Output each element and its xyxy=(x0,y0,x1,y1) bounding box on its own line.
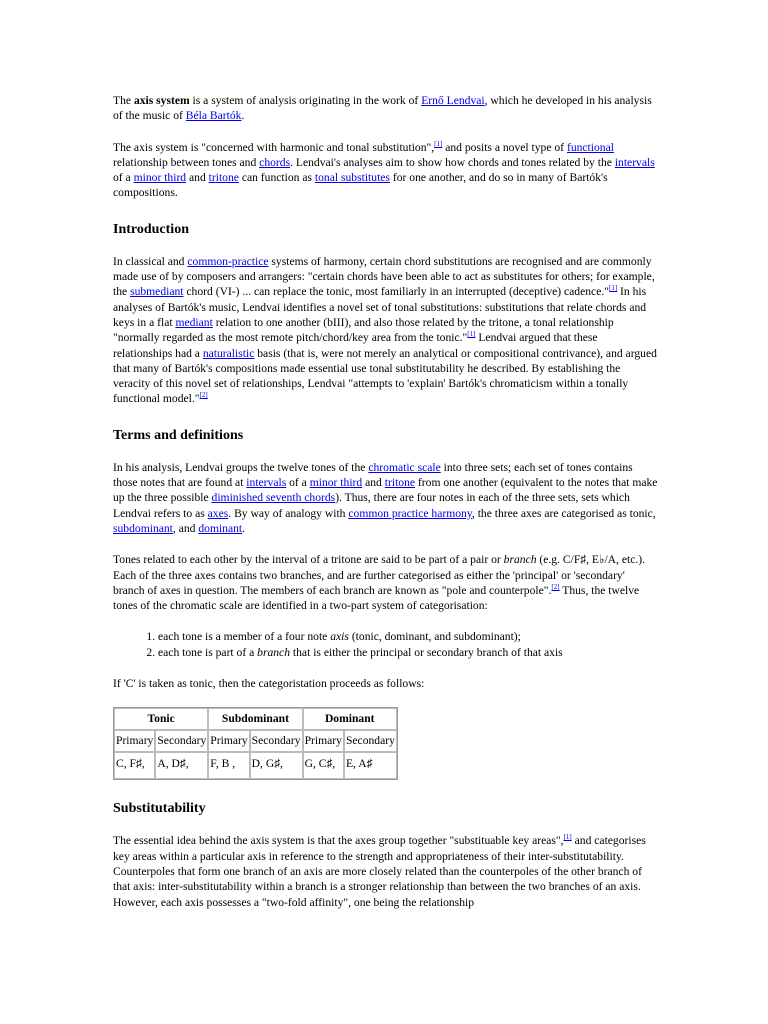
text: of a xyxy=(286,476,310,490)
article-body xyxy=(113,93,658,926)
subheader-secondary: Secondary xyxy=(155,730,208,752)
link-naturalistic[interactable]: naturalistic xyxy=(202,346,255,360)
link-common-practice[interactable]: common-practice xyxy=(187,254,269,268)
link-functional[interactable]: functional xyxy=(566,140,614,154)
header-subdominant: Subdominant xyxy=(208,708,302,730)
link-tritone[interactable]: tritone xyxy=(208,171,239,185)
text: each tone is a member of a four note xyxy=(158,630,331,644)
text: Tones related to each other by the interval of a tritone are said to be part of a pair or xyxy=(113,553,504,567)
link-mediant[interactable]: mediant xyxy=(175,315,213,329)
reference-link[interactable]: [2] xyxy=(551,582,560,591)
link-chords[interactable]: chords xyxy=(259,155,291,169)
link-diminished-seventh-chords[interactable]: diminished seventh chords xyxy=(211,491,336,505)
text: . xyxy=(241,109,245,123)
reference-link[interactable]: [1] xyxy=(434,139,443,148)
link-erno-lendvai[interactable]: Ernő Lendvai xyxy=(421,94,485,107)
link-subdominant[interactable]: subdominant xyxy=(113,521,173,535)
table-row xyxy=(114,752,397,779)
text: each tone is part of a xyxy=(158,645,258,659)
text: The axis system is "concerned with harmonic and tonal substitution", xyxy=(113,140,435,154)
categorisation-list xyxy=(113,629,658,660)
text: into three sets; each set of tones contains those notes that are found at xyxy=(113,460,633,490)
text: ). Thus, there are four notes in each of the three sets, sets which Lendvai refers to as xyxy=(113,491,630,520)
subheader-primary: Primary xyxy=(114,730,155,752)
introduction-paragraph xyxy=(113,254,658,407)
text: and xyxy=(186,171,209,185)
link-dominant[interactable]: dominant xyxy=(198,521,243,535)
cell-tonic-secondary: A, D♯, xyxy=(155,752,208,779)
text: , which he developed in his analysis of the music of xyxy=(113,94,652,123)
lead-paragraph xyxy=(113,93,658,124)
text: relationship between tones and xyxy=(113,155,260,169)
text: for one another, and do so in many of Bartók's compositions. xyxy=(113,171,608,200)
text: . By way of analogy with xyxy=(228,506,349,520)
text: . xyxy=(242,521,246,535)
list-item xyxy=(158,645,658,660)
text: and posits a novel type of xyxy=(442,140,567,154)
text: The essential idea behind the axis system is that the axes group together "substituable key areas", xyxy=(113,834,564,848)
bold-term-axis-system: axis system xyxy=(133,94,190,107)
text: The xyxy=(113,94,134,107)
italic-term-branch: branch xyxy=(503,553,537,567)
header-dominant: Dominant xyxy=(303,708,397,730)
text: . Lendvai's analyses aim to show how chords and tones related by the xyxy=(290,155,615,169)
link-tritone[interactable]: tritone xyxy=(384,476,416,490)
link-axes[interactable]: axes xyxy=(207,506,229,520)
heading-terms-and-definitions: Terms and definitions xyxy=(113,427,244,443)
link-minor-third[interactable]: minor third xyxy=(309,476,363,490)
link-intervals[interactable]: intervals xyxy=(614,155,655,169)
substitutability-paragraph xyxy=(113,833,658,909)
text: In his analyses of Bartók's music, Lendvai identifies a novel set of tonal substitutions: substitutions that relate chords and keys in a flat xyxy=(113,285,647,329)
subheader-secondary: Secondary xyxy=(344,730,397,752)
text: , the three axes are categorised as tonic, xyxy=(471,506,656,520)
link-tonal-substitutes[interactable]: tonal substitutes xyxy=(314,171,390,185)
heading-substitutability: Substitutability xyxy=(113,801,206,817)
link-common-practice-harmony[interactable]: common practice harmony xyxy=(348,506,472,520)
reference-link[interactable]: [1] xyxy=(467,330,476,339)
second-paragraph xyxy=(113,140,658,201)
link-chromatic-scale[interactable]: chromatic scale xyxy=(368,460,441,474)
text: of a xyxy=(113,171,134,185)
text: In classical and xyxy=(113,254,188,268)
cell-subdominant-secondary: D, G♯, xyxy=(250,752,303,779)
link-minor-third[interactable]: minor third xyxy=(133,171,187,185)
text: is a system of analysis originating in the work of xyxy=(189,94,422,107)
italic-term-branch: branch xyxy=(257,645,291,659)
list-item xyxy=(158,629,658,644)
italic-term-axis: axis xyxy=(330,630,349,644)
link-submediant[interactable]: submediant xyxy=(130,285,184,299)
text: In his analysis, Lendvai groups the twelve tones of the xyxy=(113,460,369,474)
text: basis (that is, were not merely an analytical or compositional contrivance), and argued that many of Bartók's compositions made essential use tonal substitutability he described. By establishing the veracity of this novel set of relationships, Lendvai "attempts to 'explain' Bartók's chromaticism within a tonally functional model." xyxy=(113,346,657,406)
cell-dominant-secondary: E, A♯ xyxy=(344,752,397,779)
link-intervals[interactable]: intervals xyxy=(246,476,287,490)
reference-link[interactable]: [2] xyxy=(199,391,208,400)
terms-paragraph-1 xyxy=(113,460,658,536)
link-bela-bartok[interactable]: Béla Bartók xyxy=(185,109,242,123)
reference-link[interactable]: [1] xyxy=(563,833,572,842)
text: (e.g. C/F♯, E♭/A, etc.). Each of the three axes contains two branches, and are further categorised as either the 'principal' or 'secondary' branch of axes in question. The members of each branch are known as "pole and counterpole". xyxy=(113,553,646,597)
text: Thus, the twelve tones of the chromatic scale are identified in a two-part system of categorisation: xyxy=(113,583,640,613)
table-header-row xyxy=(114,708,397,730)
reference-link[interactable]: [1] xyxy=(608,284,618,293)
cell-subdominant-primary: F, B , xyxy=(208,752,249,779)
text: relation to one another (bIII), and also those related by the tritone, a tonal relationship "normally regarded as the most remote pitch/chord/key area from the tonic." xyxy=(113,315,614,345)
cell-tonic-primary: C, F♯, xyxy=(114,752,155,779)
table-subheader-row xyxy=(114,730,397,752)
text: , and xyxy=(172,521,199,535)
text: and categorises key areas within a particular axis in reference to the strength and appropriateness of their inter-substitutability. Counterpoles that form one branch of an axis are more closely related than the counterpoles of the other branch of that axis: inter-substitutability within a branch is a stronger relationship than between the two branches of an axis. However, each axis possesses a "two-fold affinity", one being the relationship xyxy=(113,834,646,909)
text: that is either the principal or secondary branch of that axis xyxy=(290,645,563,659)
text: Lendvai argued that these relationships had a xyxy=(113,331,598,360)
header-tonic: Tonic xyxy=(114,708,208,730)
cell-dominant-primary: G, C♯, xyxy=(303,752,344,779)
terms-paragraph-2 xyxy=(113,552,658,613)
subheader-primary: Primary xyxy=(303,730,344,752)
subheader-secondary: Secondary xyxy=(250,730,303,752)
heading-introduction: Introduction xyxy=(113,221,189,237)
text: systems of harmony, certain chord substitutions are recognised and are commonly made use of by composers and arrangers: "certain chords have been able to act as substitutes for others; for example, the xyxy=(113,254,655,299)
text: (tonic, dominant, and subdominant); xyxy=(348,630,521,644)
text: chord (VI-) ... can replace the tonic, most familiarly in an interrupted (deceptive) cadence." xyxy=(183,285,609,299)
text: from one another (equivalent to the notes that make up the three possible xyxy=(113,476,658,505)
text: and xyxy=(362,476,385,490)
text: can function as xyxy=(238,171,315,185)
axes-table xyxy=(113,707,398,780)
terms-paragraph-3: If 'C' is taken as tonic, then the categoristation proceeds as follows: xyxy=(113,677,425,691)
subheader-primary: Primary xyxy=(208,730,249,752)
